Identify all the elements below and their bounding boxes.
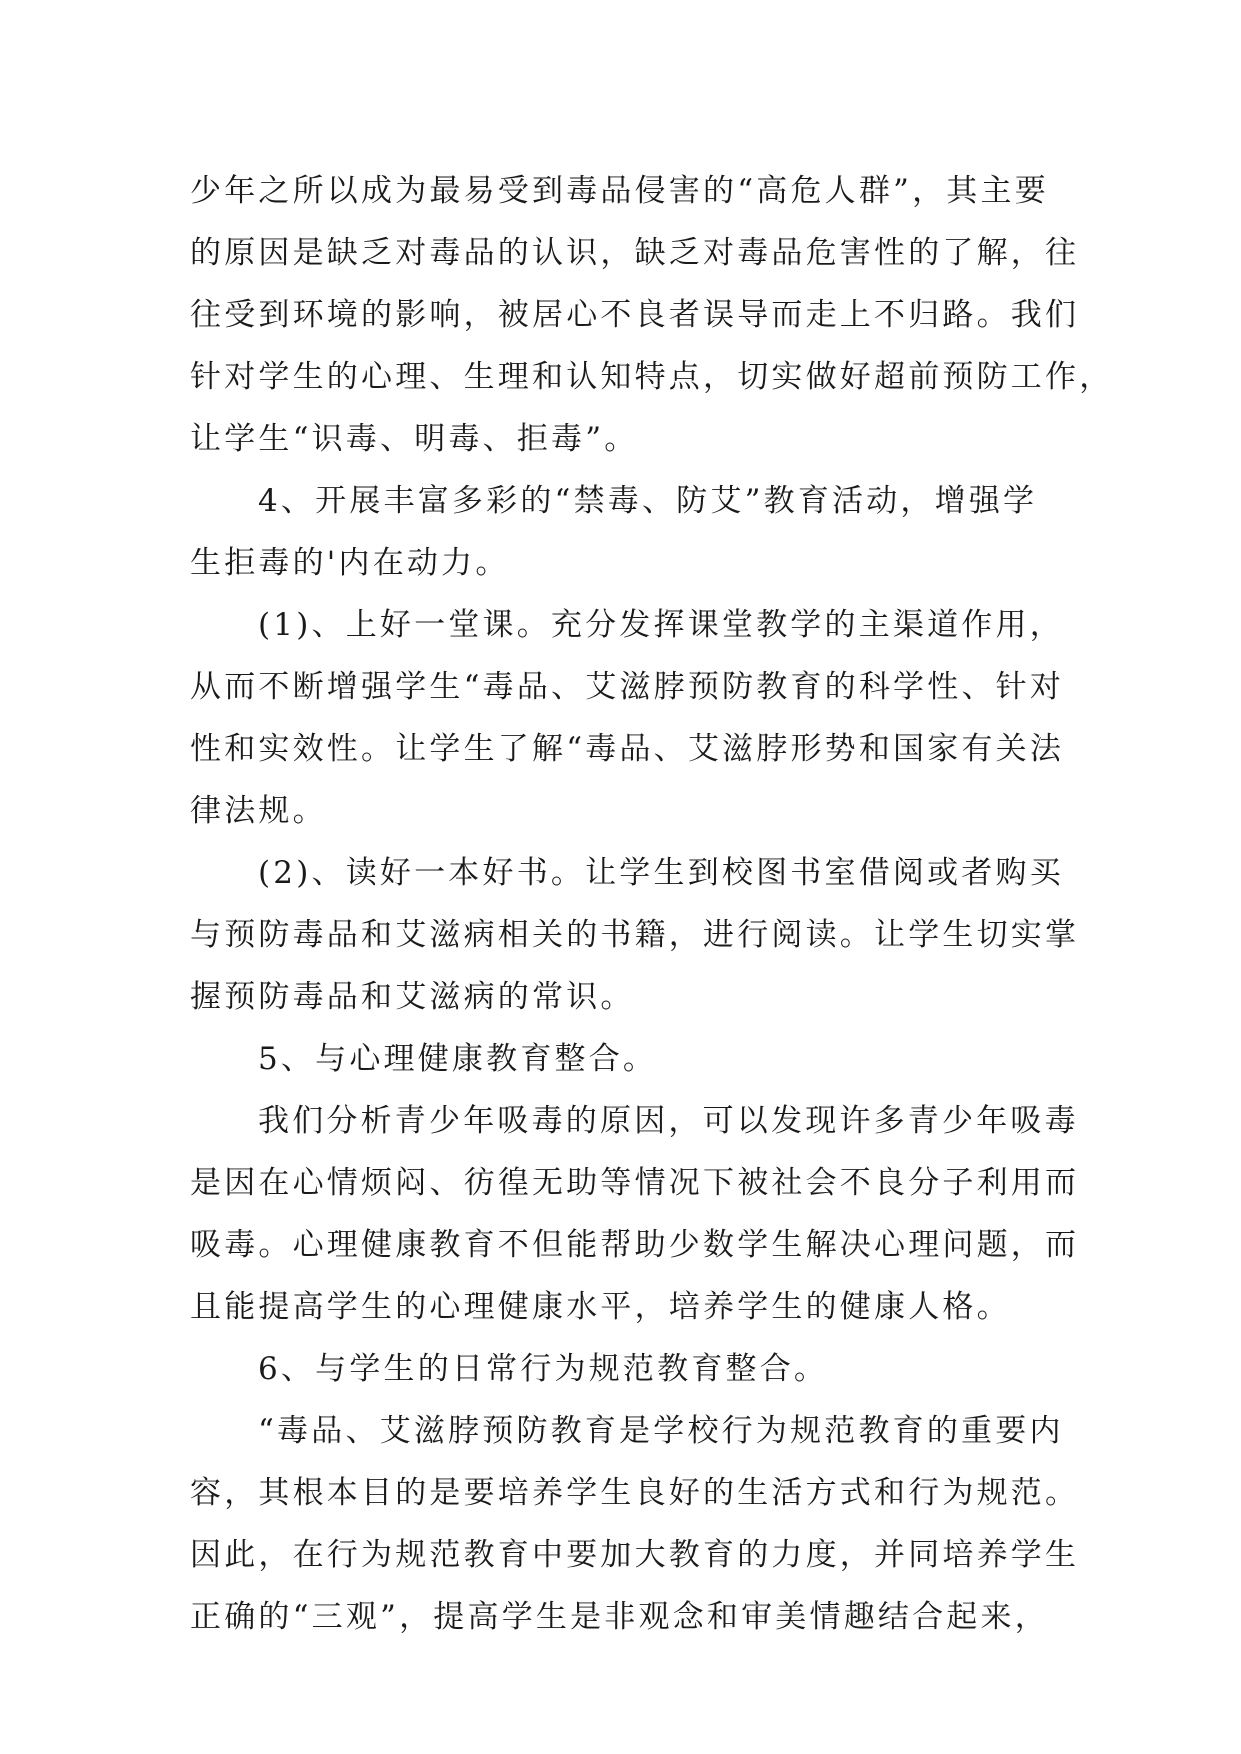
paragraph-first-line: 我们分析青少年吸毒的原因，可以发现许多青少年吸毒: [258, 1103, 1079, 1139]
text-line: 让学生“识毒、明毒、拒毒”。: [190, 421, 639, 457]
text-line: 是因在心情烦闷、彷徨无助等情况下被社会不良分子利用而: [190, 1165, 1080, 1201]
paragraph-first-line: 5、与心理健康教育整合。: [258, 1041, 658, 1077]
text-line: 吸毒。心理健康教育不但能帮助少数学生解决心理问题，而: [190, 1227, 1080, 1263]
text-line: 与预防毒品和艾滋病相关的书籍，进行阅读。让学生切实掌: [190, 917, 1080, 953]
text-line: 律法规。: [190, 793, 327, 829]
text-line: 生拒毒的'内在动力。: [190, 545, 510, 581]
paragraph-first-line: “毒品、艾滋脖预防教育是学校行为规范教育的重要内: [258, 1413, 1064, 1449]
text-line: 握预防毒品和艾滋病的常识。: [190, 979, 635, 1015]
text-line: 从而不断增强学生“毒品、艾滋脖预防教育的科学性、针对: [190, 669, 1065, 705]
document-body: [190, 160, 1114, 1648]
text-line: 因此，在行为规范教育中要加大教育的力度，并同培养学生: [190, 1537, 1080, 1573]
text-line: 性和实效性。让学生了解“毒品、艾滋脖形势和国家有关法: [190, 731, 1065, 767]
text-line: 往受到环境的影响，被居心不良者误导而走上不归路。我们: [190, 297, 1080, 333]
paragraph-first-line: 4、开展丰富多彩的“禁毒、防艾”教育活动，增强学: [258, 483, 1038, 519]
text-line: 的原因是缺乏对毒品的认识，缺乏对毒品危害性的了解，往: [190, 235, 1080, 271]
text-line: 容，其根本目的是要培养学生良好的生活方式和行为规范。: [190, 1475, 1080, 1511]
text-line: 正确的“三观”，提高学生是非观念和审美情趣结合起来，: [190, 1599, 1049, 1635]
paragraph-first-line: (2)、读好一本好书。让学生到校图书室借阅或者购买: [258, 855, 1064, 891]
paragraph-first-line: 6、与学生的日常行为规范教育整合。: [258, 1351, 829, 1387]
paragraph-first-line: (1)、上好一堂课。充分发挥课堂教学的主渠道作用，: [258, 607, 1064, 643]
text-line: 少年之所以成为最易受到毒品侵害的“高危人群”，其主要: [190, 173, 1049, 209]
text-line: 针对学生的心理、生理和认知特点，切实做好超前预防工作，: [190, 359, 1114, 395]
text-line: 且能提高学生的心理健康水平，培养学生的健康人格。: [190, 1289, 1011, 1325]
